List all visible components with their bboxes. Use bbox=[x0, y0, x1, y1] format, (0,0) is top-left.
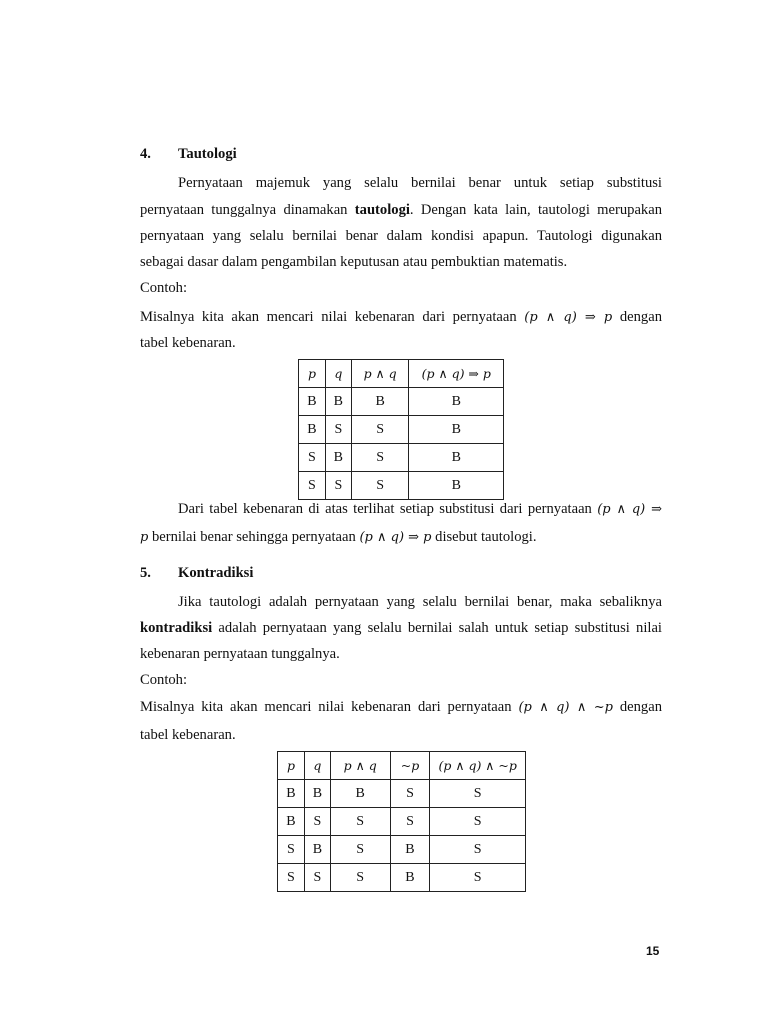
section-4-number: 4. bbox=[140, 146, 151, 162]
table-row bbox=[299, 388, 504, 416]
section-4-title: Tautologi bbox=[178, 146, 237, 162]
section-5-number: 5. bbox=[140, 565, 151, 581]
s4-para-line4: sebagai dasar dalam pengambilan keputusan atau pembuktian matematis. bbox=[140, 254, 568, 270]
table-cell: B bbox=[409, 416, 504, 444]
table-row bbox=[299, 416, 504, 444]
term-kontradiksi: kontradiksi bbox=[140, 620, 213, 636]
header-cell: ~p bbox=[390, 752, 430, 780]
table-cell: S bbox=[351, 472, 409, 500]
table-row bbox=[278, 808, 526, 836]
page-number: 15 bbox=[646, 944, 660, 958]
table-cell: S bbox=[430, 836, 526, 864]
table-cell: S bbox=[299, 444, 326, 472]
s5-example-expression: (p ∧ q) ∧ ~p bbox=[518, 700, 613, 715]
table-cell: S bbox=[330, 836, 390, 864]
s4-example-line1: Misalnya kita akan mencari nilai kebenaran dari pernyataan (p ∧ q) ⇒ p dengan bbox=[140, 309, 662, 325]
table-cell: S bbox=[330, 864, 390, 892]
s4-para-line3: pernyataan yang selalu bernilai benar dalam kondisi apapun. Tautologi digunakan bbox=[140, 228, 662, 244]
table-cell: B bbox=[390, 864, 430, 892]
s5-example-line2: tabel kebenaran. bbox=[140, 727, 236, 743]
table-cell: B bbox=[278, 780, 305, 808]
table-cell: S bbox=[304, 808, 330, 836]
table-cell: S bbox=[299, 472, 326, 500]
table-cell: B bbox=[330, 780, 390, 808]
table-cell: S bbox=[430, 864, 526, 892]
table-cell: B bbox=[409, 388, 504, 416]
table-header-row bbox=[299, 360, 504, 388]
table-cell: S bbox=[430, 808, 526, 836]
table-cell: S bbox=[351, 444, 409, 472]
table-cell: B bbox=[325, 388, 351, 416]
table-cell: B bbox=[304, 836, 330, 864]
table-cell: S bbox=[430, 780, 526, 808]
table-cell: S bbox=[304, 864, 330, 892]
header-cell: p ∧ q bbox=[351, 360, 409, 388]
table-cell: B bbox=[299, 388, 326, 416]
table-cell: B bbox=[390, 836, 430, 864]
table-cell: S bbox=[278, 864, 305, 892]
header-cell: (p ∧ q) ∧ ~p bbox=[430, 752, 526, 780]
header-cell: q bbox=[304, 752, 330, 780]
s4-contoh-label: Contoh: bbox=[140, 280, 188, 296]
table-row bbox=[278, 780, 526, 808]
s4-conclusion-line1: Dari tabel kebenaran di atas terlihat setiap substitusi dari pernyataan (p ∧ q) ⇒ bbox=[178, 501, 662, 517]
table-row bbox=[299, 472, 504, 500]
header-cell: q bbox=[325, 360, 351, 388]
table-cell: S bbox=[325, 472, 351, 500]
table-cell: B bbox=[409, 444, 504, 472]
header-cell: p bbox=[299, 360, 326, 388]
s5-contoh-label: Contoh: bbox=[140, 672, 188, 688]
table-row bbox=[278, 864, 526, 892]
table-cell: B bbox=[299, 416, 326, 444]
s4-conclusion-line2: p bernilai benar sehingga pernyataan (p ∧ q) ⇒ p disebut tautologi. bbox=[140, 529, 537, 545]
table-cell: S bbox=[325, 416, 351, 444]
table-cell: B bbox=[351, 388, 409, 416]
section-5-title: Kontradiksi bbox=[178, 565, 254, 581]
s5-para-line1: Jika tautologi adalah pernyataan yang selalu bernilai benar, maka sebaliknya bbox=[178, 594, 662, 610]
header-cell: p bbox=[278, 752, 305, 780]
table-cell: B bbox=[409, 472, 504, 500]
table-cell: S bbox=[330, 808, 390, 836]
table-cell: B bbox=[325, 444, 351, 472]
table-row bbox=[278, 836, 526, 864]
s4-example-line2: tabel kebenaran. bbox=[140, 335, 236, 351]
truth-table-tautologi bbox=[298, 359, 504, 500]
s4-para-line1: Pernyataan majemuk yang selalu bernilai benar untuk setiap substitusi bbox=[178, 175, 662, 191]
s5-example-line1: Misalnya kita akan mencari nilai kebenaran dari pernyataan (p ∧ q) ∧ ~p dengan bbox=[140, 699, 662, 715]
header-cell: p ∧ q bbox=[330, 752, 390, 780]
s5-para-line3: kebenaran pernyataan tunggalnya. bbox=[140, 646, 340, 662]
s4-example-expression: (p ∧ q) ⇒ p bbox=[524, 310, 613, 325]
term-tautologi: tautologi bbox=[354, 202, 410, 218]
truth-table-kontradiksi bbox=[277, 751, 526, 892]
s5-para-line2: kontradiksi adalah pernyataan yang selalu bernilai salah untuk setiap substitusi nilai bbox=[140, 620, 662, 636]
table-header-row bbox=[278, 752, 526, 780]
table-cell: S bbox=[278, 836, 305, 864]
table-cell: S bbox=[390, 808, 430, 836]
header-cell: (p ∧ q) ⇒ p bbox=[409, 360, 504, 388]
table-cell: B bbox=[278, 808, 305, 836]
table-cell: B bbox=[304, 780, 330, 808]
table-row bbox=[299, 444, 504, 472]
table-cell: S bbox=[351, 416, 409, 444]
s4-para-line2: pernyataan tunggalnya dinamakan tautologi. Dengan kata lain, tautologi merupakan bbox=[140, 202, 663, 218]
table-cell: S bbox=[390, 780, 430, 808]
